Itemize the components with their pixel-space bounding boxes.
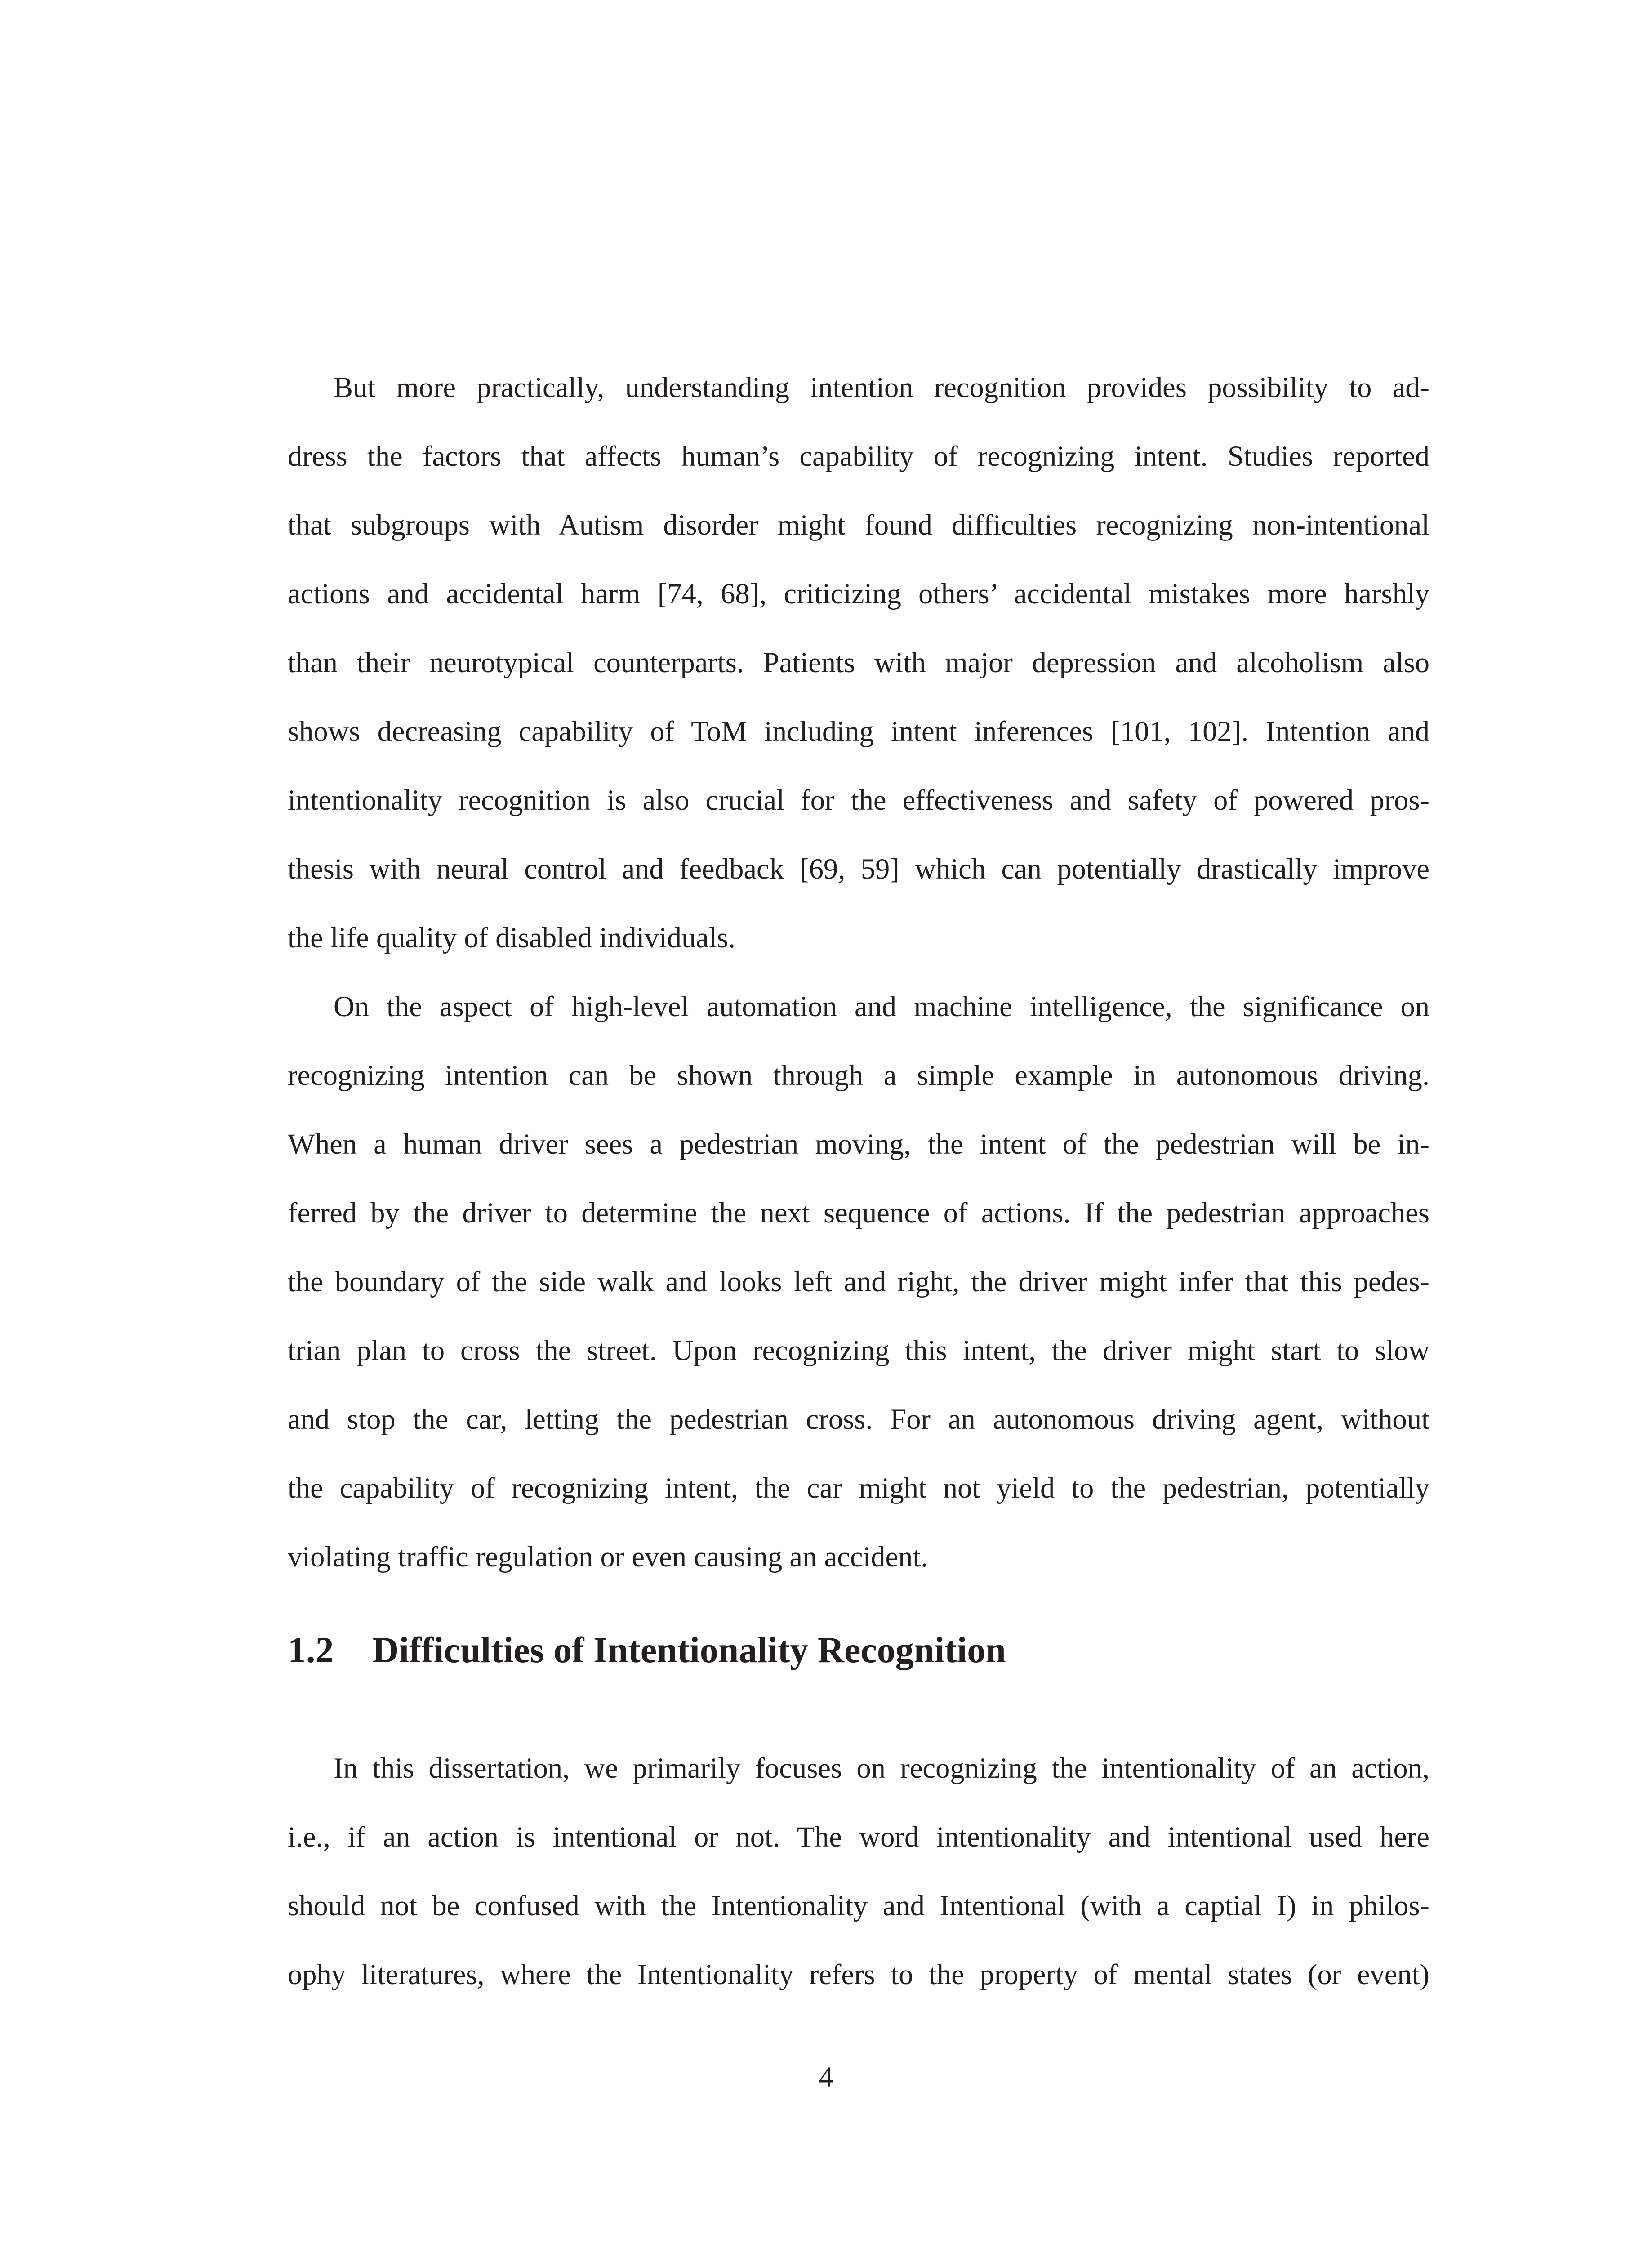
paragraph-line: intentionality recognition is also crucial for the effectiveness and safety of powered pros- [288, 784, 1429, 816]
paragraph-line: i.e., if an action is intentional or not. The word intentionality and intentional used here [288, 1821, 1429, 1853]
paragraph-line: trian plan to cross the street. Upon recognizing this intent, the driver might start to slow [288, 1334, 1429, 1366]
paragraph-line: violating traffic regulation or even causing an accident. [288, 1541, 928, 1573]
paragraph-line: thesis with neural control and feedback [69, 59] which can potentially drastically improve [288, 853, 1429, 885]
paragraph-line: and stop the car, letting the pedestrian cross. For an autonomous driving agent, without [288, 1403, 1429, 1435]
paragraph-line: should not be confused with the Intentionality and Intentional (with a captial I) in philos- [288, 1890, 1429, 1922]
paragraph-line: ferred by the driver to determine the next sequence of actions. If the pedestrian approaches [288, 1197, 1429, 1229]
paragraph-line: shows decreasing capability of ToM including intent inferences [101, 102]. Intention and [288, 715, 1429, 747]
paragraph-line: the life quality of disabled individuals. [288, 922, 735, 954]
paragraph-line: dress the factors that affects human’s capability of recognizing intent. Studies reported [288, 440, 1429, 472]
paragraph-line: In this dissertation, we primarily focuses on recognizing the intentionality of an action, [334, 1752, 1429, 1784]
paragraph-3 [288, 1734, 1429, 2009]
paragraph-line: the capability of recognizing intent, the car might not yield to the pedestrian, potentially [288, 1472, 1429, 1504]
page-number: 4 [819, 2061, 833, 2093]
paragraph-line: recognizing intention can be shown through a simple example in autonomous driving. [288, 1059, 1429, 1091]
paragraph-line: But more practically, understanding intention recognition provides possibility to ad- [334, 371, 1429, 403]
paragraph-line: the boundary of the side walk and looks left and right, the driver might infer that this pedes- [288, 1266, 1429, 1298]
paragraph-2 [288, 972, 1429, 1591]
section-number: 1.2 [288, 1629, 334, 1670]
paragraph-line: that subgroups with Autism disorder might found difficulties recognizing non-intentional [288, 509, 1429, 541]
section-heading [288, 1623, 1006, 1677]
paragraph-line: When a human driver sees a pedestrian moving, the intent of the pedestrian will be in- [288, 1128, 1429, 1160]
paragraph-line: On the aspect of high-level automation and machine intelligence, the significance on [334, 990, 1429, 1022]
paragraph-line: ophy literatures, where the Intentionality refers to the property of mental states (or event) [288, 1958, 1429, 1990]
paragraph-line: actions and accidental harm [74, 68], criticizing others’ accidental mistakes more harshly [288, 578, 1429, 610]
section-title: Difficulties of Intentionality Recognition [372, 1629, 1006, 1670]
paragraph-1 [288, 353, 1429, 972]
paragraph-line: than their neurotypical counterparts. Patients with major depression and alcoholism also [288, 647, 1429, 678]
